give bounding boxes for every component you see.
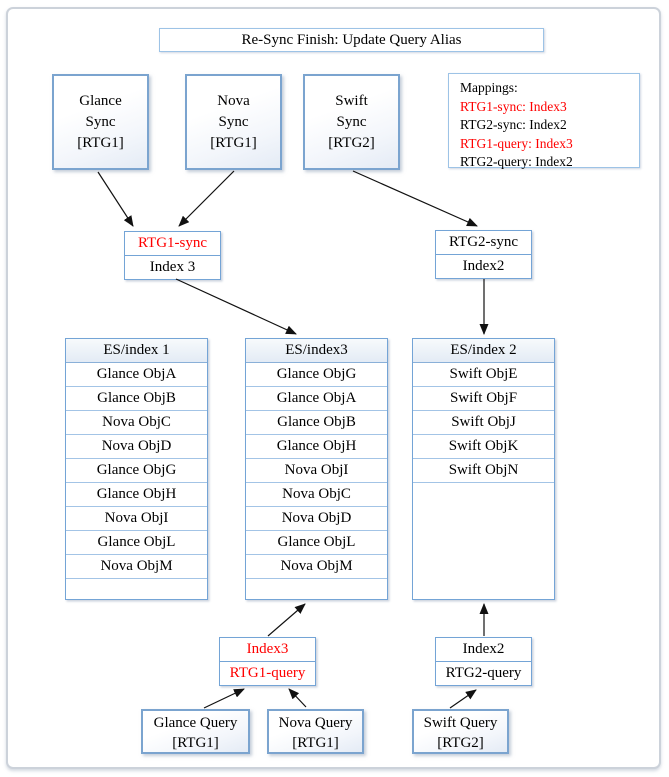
table-header: ES/index3 xyxy=(246,339,387,363)
mappings-heading: Mappings: xyxy=(460,80,518,95)
sync-node-line: [RTG1] xyxy=(77,135,124,151)
mapping-line: RTG1-sync: Index3 xyxy=(460,98,567,114)
query-node-line: Glance Query xyxy=(153,715,238,731)
table-row: Glance ObjH xyxy=(246,435,387,459)
alias-box-rtg2-sync xyxy=(435,230,532,279)
mapping-line: RTG1-query: Index3 xyxy=(460,135,573,151)
es-index1-table xyxy=(65,338,208,600)
query-node-line: [RTG1] xyxy=(172,735,219,751)
query-node-line: [RTG1] xyxy=(292,735,339,751)
sync-node-swift xyxy=(303,74,400,170)
alias-index-cell: Index2 xyxy=(462,641,505,657)
table-row: Swift ObjJ xyxy=(413,411,554,435)
table-row: Glance ObjL xyxy=(66,531,207,555)
alias-box-rtg2-query xyxy=(435,637,532,686)
table-header: ES/index 1 xyxy=(66,339,207,363)
sync-node-glance xyxy=(52,74,149,170)
sync-node-line: [RTG1] xyxy=(210,135,257,151)
alias-name-cell: RTG1-sync xyxy=(137,235,208,251)
query-node-line: [RTG2] xyxy=(437,735,484,751)
query-node-glance xyxy=(141,709,250,754)
table-row: Glance ObjB xyxy=(246,411,387,435)
sync-node-line: Nova xyxy=(217,93,250,109)
table-row: Glance ObjL xyxy=(246,531,387,555)
sync-node-line: Sync xyxy=(218,114,249,130)
sync-node-line: Swift xyxy=(335,93,368,109)
table-empty-row xyxy=(246,579,387,599)
query-node-nova xyxy=(267,709,364,754)
query-node-swift xyxy=(412,709,509,754)
table-row: Nova ObjD xyxy=(66,435,207,459)
table-row: Nova ObjM xyxy=(246,555,387,579)
table-empty-row xyxy=(413,483,554,599)
table-row: Glance ObjB xyxy=(66,387,207,411)
alias-name-cell: RTG1-query xyxy=(220,661,315,685)
es-index2-table xyxy=(412,338,555,600)
alias-box-rtg1-sync xyxy=(124,231,221,280)
table-row: Nova ObjM xyxy=(66,555,207,579)
table-row: Swift ObjN xyxy=(413,459,554,483)
mapping-line: RTG2-query: Index2 xyxy=(460,154,573,169)
alias-box-rtg1-query xyxy=(219,637,316,686)
diagram-title: Re-Sync Finish: Update Query Alias xyxy=(159,28,544,52)
mappings-panel xyxy=(448,73,640,168)
query-node-line: Nova Query xyxy=(278,715,353,731)
table-row: Glance ObjG xyxy=(66,459,207,483)
table-row: Nova ObjC xyxy=(246,483,387,507)
sync-node-line: Sync xyxy=(85,114,116,130)
query-node-line: Swift Query xyxy=(423,715,498,731)
alias-index-cell: Index3 xyxy=(246,641,289,657)
table-row: Nova ObjC xyxy=(66,411,207,435)
sync-node-line: [RTG2] xyxy=(328,135,375,151)
table-row: Glance ObjA xyxy=(66,363,207,387)
table-row: Swift ObjF xyxy=(413,387,554,411)
sync-node-nova xyxy=(185,74,282,170)
table-row: Nova ObjI xyxy=(66,507,207,531)
table-row: Glance ObjA xyxy=(246,387,387,411)
sync-node-line: Sync xyxy=(336,114,367,130)
sync-node-line: Glance xyxy=(79,93,122,109)
table-row: Nova ObjD xyxy=(246,507,387,531)
table-empty-row xyxy=(66,579,207,599)
table-row: Glance ObjG xyxy=(246,363,387,387)
alias-name-cell: RTG2-query xyxy=(436,661,531,685)
es-index3-table xyxy=(245,338,388,600)
table-row: Swift ObjK xyxy=(413,435,554,459)
table-row: Nova ObjI xyxy=(246,459,387,483)
alias-index-cell: Index2 xyxy=(436,254,531,278)
alias-index-cell: Index 3 xyxy=(125,255,220,279)
alias-name-cell: RTG2-sync xyxy=(448,234,519,250)
table-row: Glance ObjH xyxy=(66,483,207,507)
mapping-line: RTG2-sync: Index2 xyxy=(460,117,567,132)
table-header: ES/index 2 xyxy=(413,339,554,363)
table-row: Swift ObjE xyxy=(413,363,554,387)
